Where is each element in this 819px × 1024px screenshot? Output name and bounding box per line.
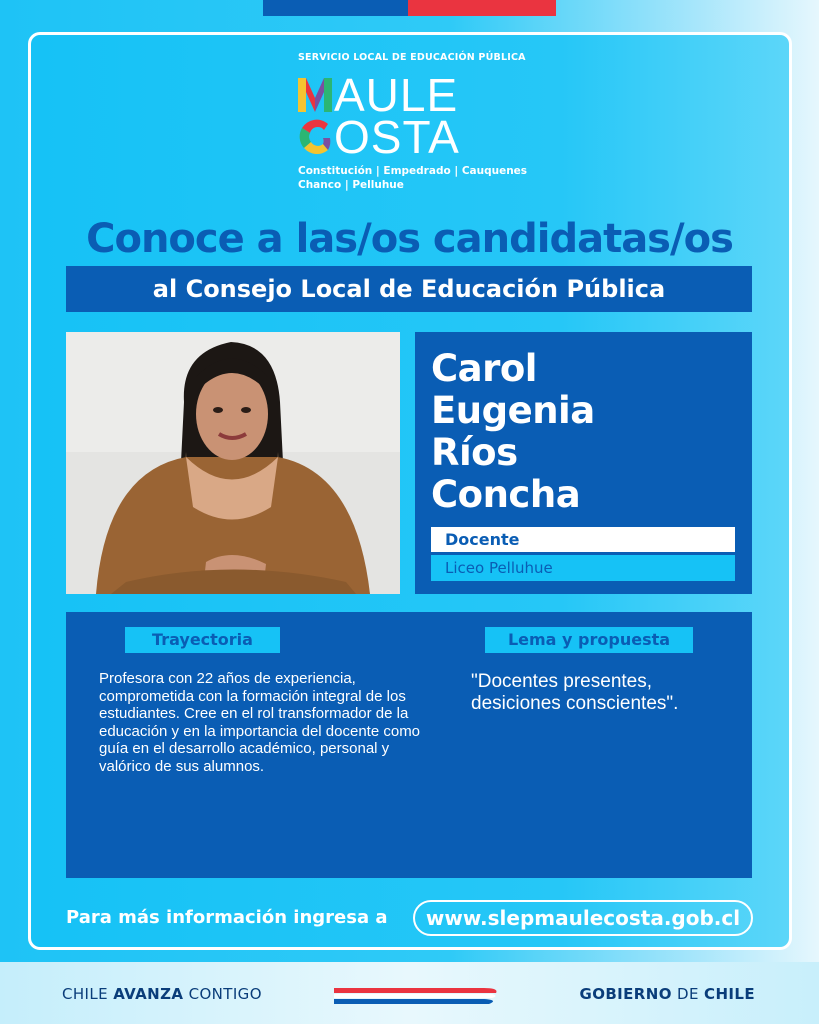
candidate-name-line-2: Eugenia [431,389,595,432]
logo-line-2: OSTA [334,111,460,163]
lema-text: "Docentes presentes, desiciones conscientes". [471,671,679,714]
bottom-left-part-3: CONTIGO [183,985,262,1003]
website-link[interactable]: www.slepmaulecosta.gob.cl [413,900,753,936]
bottom-right-part-2: DE [671,985,705,1003]
maule-costa-logo [298,52,538,197]
candidate-name-line-3: Ríos [431,431,518,474]
logo-communes-line-1: Constitución | Empedrado | Cauquenes [298,165,528,177]
page-subtitle: al Consejo Local de Educación Pública [66,266,752,312]
bottom-bar [0,962,819,1024]
candidate-card [415,332,752,594]
candidate-photo [66,332,400,594]
bottom-right-part-1: GOBIERNO [579,985,672,1003]
top-accent-red [408,0,556,16]
bottom-left-part-2: AVANZA [113,985,184,1003]
top-accent-blue [263,0,408,16]
logo-service-text: SERVICIO LOCAL DE EDUCACIÓN PÚBLICA [298,52,526,63]
candidate-school: Liceo Pelluhue [431,555,735,581]
candidate-role: Docente [431,527,735,552]
candidate-name [431,348,595,516]
lema-label: Lema y propuesta [485,627,693,653]
candidate-portrait-illustration [66,332,400,594]
logo-communes-line-2: Chanco | Pelluhue [298,179,404,191]
trayectoria-label: Trayectoria [125,627,280,653]
page-title: Conoce a las/os candidatas/os [86,216,733,262]
candidate-name-line-1: Carol [431,347,537,390]
more-info-text: Para más información ingresa a [66,907,388,928]
bottom-right-part-3: CHILE [704,985,755,1003]
flag-stripes-icon [334,984,499,1004]
bottom-left-part-1: CHILE [62,985,114,1003]
candidate-name-line-4: Concha [431,473,581,516]
candidate-info-box [66,612,752,878]
logo-line-1: AULE [334,69,459,121]
gobierno-de-chile [579,984,755,1004]
logo-communes [298,164,527,192]
chile-avanza-contigo [62,984,262,1004]
trayectoria-text: Profesora con 22 años de experiencia, comprometida con la formación integral de los estudiantes. Cree en el rol transformador de la educación y en la importancia del docente como guía en el desarrollo académico, personal y valórico de sus alumnos. [99,670,421,775]
